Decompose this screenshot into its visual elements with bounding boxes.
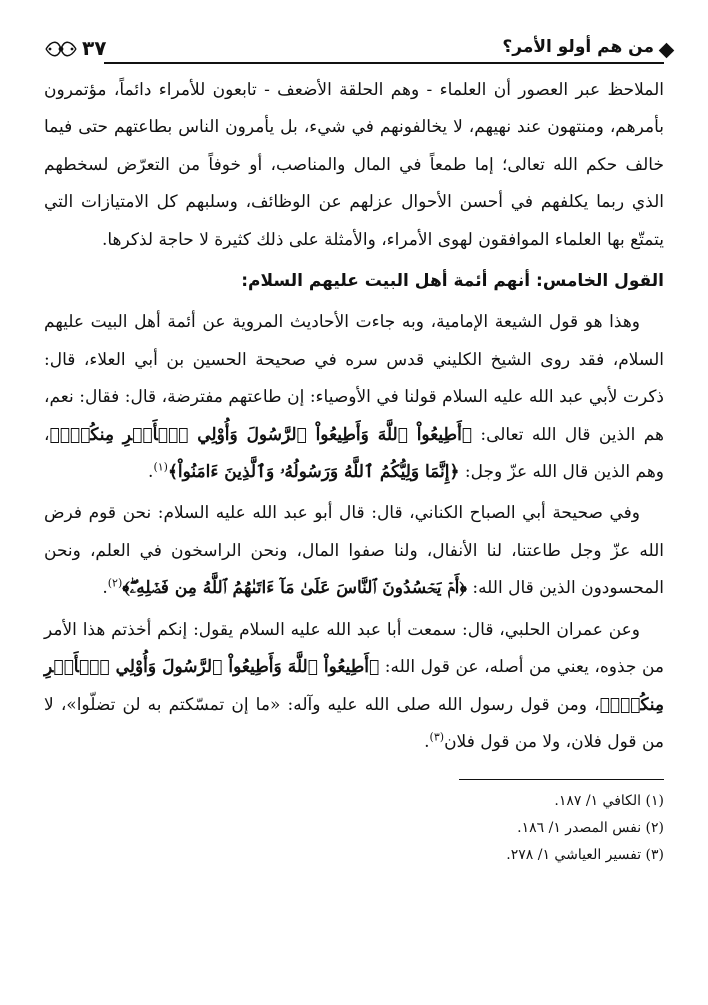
- paragraph-3: [44, 495, 664, 607]
- paragraph-4-text-b: ، ومن قول رسول الله صلى الله عليه وآله: «ما إن تمسّكتم به لن تضلّوا»، لا من قول فلان، ولا من قول فلان: [44, 694, 664, 752]
- quran-verse-3: ﴿أَمۡ يَحۡسُدُونَ ٱلنَّاسَ عَلَىٰ مَآ ءَاتَىٰهُمُ ٱللَّهُ مِن فَضۡلِهِۦۖ﴾: [122, 578, 467, 599]
- section-heading: القول الخامس: أنهم أئمة أهل البيت عليهم السلام:: [241, 271, 664, 292]
- header-title: من هم أولو الأمر؟: [502, 37, 654, 57]
- footnote-1: (١) الكافي ١/ ١٨٧.: [554, 793, 664, 810]
- diamond-bullet-icon: [659, 43, 675, 59]
- footnote-ref-1: (١): [153, 460, 168, 474]
- footnote-divider: [459, 779, 664, 780]
- footnote-3: (٣) تفسير العياشي ١/ ٢٧٨.: [506, 847, 664, 864]
- footnote-2: (٢) نفس المصدر ١/ ١٨٦.: [517, 820, 664, 837]
- paragraph-2-text-b: ، وهم الذين قال الله عزّ وجل:: [44, 424, 664, 483]
- paragraph-2-text-a: وهذا هو قول الشيعة الإمامية، وبه جاءت الأحاديث المروية عن أئمة أهل البيت عليهم السلام، فقد روى الشيخ الكليني قدس سره في صحيحة الحسين بن أبي العلاء، قال: ذكرت لأبي عبد الله عليه السلام قولنا في الأوصياء: إن طاعتهم مفترضة، قال: فقال: نعم، هم الذين قال الله تعالى:: [44, 312, 664, 445]
- paragraph-1: الملاحظ عبر العصور أن العلماء - وهم الحلقة الأضعف - تابعون للأمراء دائماً، مؤتمرون بأمرهم، ومنتهون عند نهيهم، لا يخالفونهم في شيء، بل يأمرون الناس بطاعتهم حتى فيما خالف حكم الله تعالى؛ إما طمعاً في المال والمناصب، أو خوفاً من التعرّض لسخطهم الذي ربما يكلفهم في أحسن الأحوال عزلهم عن الوظائف، وسلبهم كل الامتيازات التي يتمتّع بها العلماء الموافقون لهوى الأمراء، والأمثلة على ذلك كثيرة لا حاجة لذكرها.: [44, 80, 664, 250]
- paragraph-2: [44, 304, 664, 491]
- book-page: [44, 32, 664, 982]
- page-number: ٣٧: [82, 36, 107, 60]
- page-content: [44, 72, 664, 869]
- paragraph-4-end: .: [424, 731, 430, 752]
- footnote-ref-3: (٣): [429, 730, 445, 744]
- paragraph-3-end: .: [102, 578, 108, 599]
- quran-verse-1: ﴿أَطِيعُواْ ٱللَّهَ وَأَطِيعُواْ ٱلرَّسُولَ وَأُوْلِي ٱلۡأَمۡرِ مِنكُمۡۖ﴾: [49, 424, 472, 445]
- paragraph-2-end: .: [148, 462, 154, 483]
- footnotes: [44, 788, 664, 869]
- header-rule: [104, 62, 664, 64]
- paragraph-3-text-a: وفي صحيحة أبي الصباح الكناني، قال: قال أبو عبد الله عليه السلام: نحن قوم فرض الله عزّ وجل طاعتنا، لنا الأنفال، ولنا صفوا المال، ونحن الراسخون في العلم، ونحن المحسودون الذين قال الله:: [44, 503, 664, 599]
- paragraph-4: [44, 612, 664, 762]
- floral-ornament-icon: [44, 36, 78, 62]
- paragraph-4-text-a: وعن عمران الحلبي، قال: سمعت أبا عبد الله عليه السلام يقول: إنكم أخذتم هذا الأمر من جذوه، يعني من أصله، عن قول الله:: [44, 619, 664, 678]
- quran-verse-2: ﴿إِنَّمَا وَلِيُّكُمُ ٱللَّهُ وَرَسُولُهُۥ وَٱلَّذِينَ ءَامَنُواْ﴾: [167, 462, 460, 483]
- running-header: [44, 32, 664, 66]
- quran-verse-4: ﴿أَطِيعُواْ ٱللَّهَ وَأَطِيعُواْ ٱلرَّسُولَ وَأُوْلِي ٱلۡأَمۡرِ مِنكُمۡۖ﴾: [44, 657, 664, 715]
- footnote-ref-2: (٢): [107, 576, 123, 590]
